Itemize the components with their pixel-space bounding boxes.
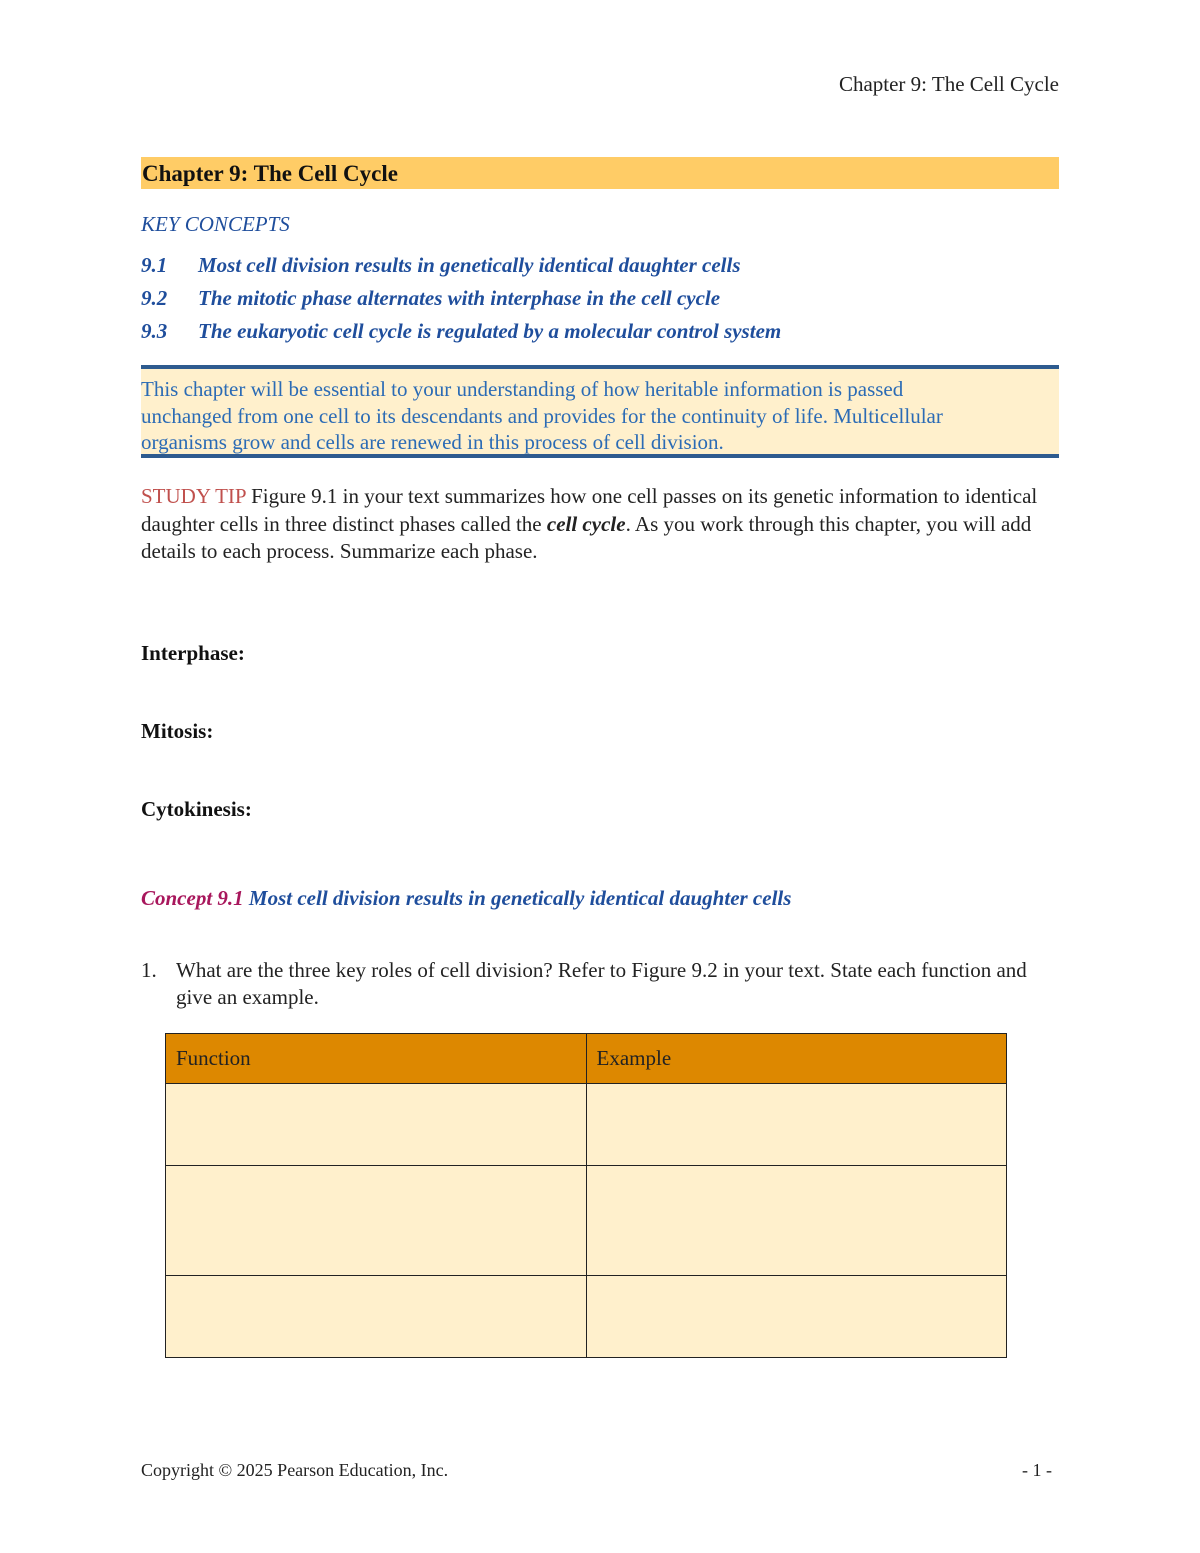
callout-line: organisms grow and cells are renewed in this process of cell division. <box>141 430 724 454</box>
function-example-table <box>165 1033 1007 1358</box>
concept-title: Most cell division results in genetically identical daughter cells <box>248 886 792 910</box>
chapter-intro-callout <box>141 365 1059 458</box>
chapter-title: Chapter 9: The Cell Cycle <box>141 157 1059 189</box>
example-cell[interactable] <box>586 1166 1007 1276</box>
key-concept-text: Most cell division results in genetically identical daughter cells <box>198 253 741 277</box>
function-cell[interactable] <box>166 1084 587 1166</box>
callout-line: unchanged from one cell to its descendants and provides for the continuity of life. Multicellular <box>141 403 943 428</box>
key-concept-item <box>141 253 741 278</box>
table-row <box>166 1166 1007 1276</box>
study-tip-paragraph <box>141 483 1059 566</box>
example-cell[interactable] <box>586 1276 1007 1358</box>
key-concept-number: 9.3 <box>141 319 168 343</box>
study-tip-text: Figure 9.1 in your text summarizes how one cell passes on its genetic information to identical daughter cells in three distinct phases called the <box>141 484 1038 536</box>
table-row <box>166 1276 1007 1358</box>
concept-9-1-heading <box>141 886 791 911</box>
key-concept-number: 9.1 <box>141 253 168 277</box>
key-concept-text: The eukaryotic cell cycle is regulated by a molecular control system <box>198 319 782 343</box>
function-cell[interactable] <box>166 1276 587 1358</box>
key-concepts-heading: KEY CONCEPTS <box>141 212 290 236</box>
key-concept-item <box>141 286 720 311</box>
concept-label: Concept 9.1 <box>141 886 244 910</box>
phase-label-cytokinesis: Cytokinesis: <box>141 797 252 821</box>
table-header-example: Example <box>586 1034 1007 1084</box>
question-1 <box>141 957 1041 1011</box>
running-header: Chapter 9: The Cell Cycle <box>838 72 1059 96</box>
footer-page-number: - 1 - <box>1022 1460 1052 1480</box>
table-header-function: Function <box>166 1034 587 1084</box>
study-tip-label: STUDY TIP <box>141 484 246 508</box>
question-number: 1. <box>141 958 157 982</box>
study-tip-text-end: . As you work through this chapter, you will add details to each process. Summarize each phase. <box>141 511 1032 563</box>
question-text: What are the three key roles of cell division? Refer to Figure 9.2 in your text. State each function and give an example. <box>176 958 1027 1009</box>
table-row <box>166 1084 1007 1166</box>
key-concept-text: The mitotic phase alternates with interphase in the cell cycle <box>198 286 721 310</box>
key-concept-number: 9.2 <box>141 286 168 310</box>
function-cell[interactable] <box>166 1166 587 1276</box>
study-tip-emphasis: cell cycle <box>546 511 626 536</box>
callout-line: This chapter will be essential to your understanding of how heritable information is passed <box>141 377 904 401</box>
example-cell[interactable] <box>586 1084 1007 1166</box>
key-concept-item <box>141 319 781 344</box>
footer-copyright: Copyright © 2025 Pearson Education, Inc. <box>141 1460 449 1480</box>
phase-label-interphase: Interphase: <box>141 641 245 665</box>
table-header-row <box>166 1034 1007 1084</box>
phase-label-mitosis: Mitosis: <box>141 719 214 743</box>
